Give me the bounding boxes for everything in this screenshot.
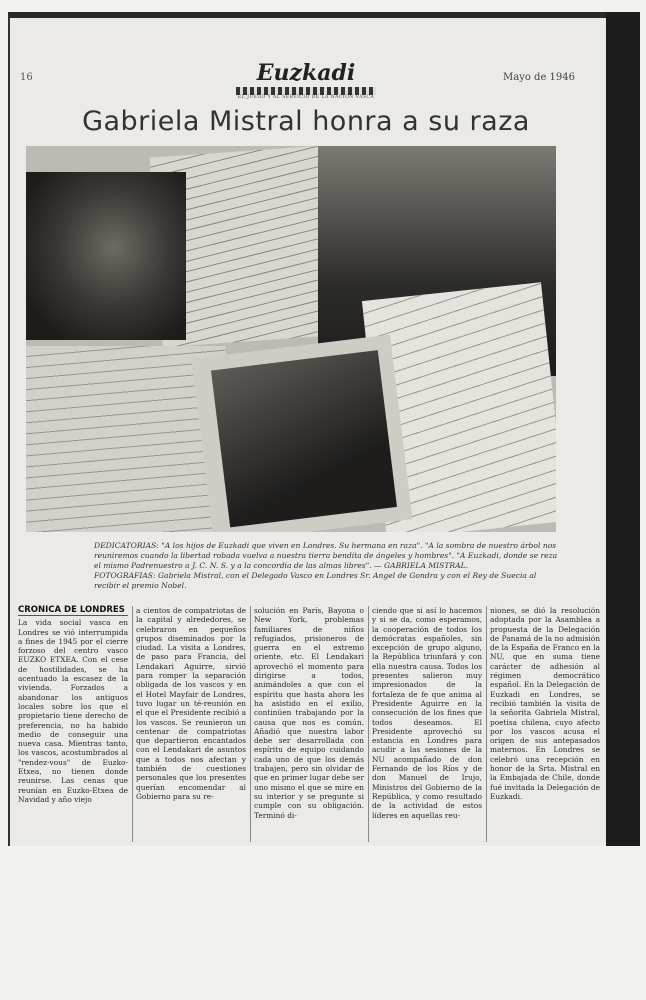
scan-right-edge <box>606 12 640 846</box>
column-divider <box>132 606 133 842</box>
issue-date: Mayo de 1946 <box>503 72 575 83</box>
masthead-pattern <box>236 87 376 95</box>
article-column-5 <box>490 606 600 801</box>
masthead-tagline: EL JUEGO Y AL SERVICIO DE LA NACION VASCA <box>237 95 375 100</box>
caption-dedicatorias: DEDICATORIAS: "A los hijos de Euzkadi que viven en Londres. Su hermana en raza". "A la sombra de nuestro árbol nos reuniremos cuando la libertad robada vuelva a nuestra tierra bendita de ángeles y hombres". "A Euzkadi, donde se reza el mismo Padrenuestro a J. C. N. S. y a la concordia de las almas libres". — GABRIELA MISTRAL. <box>94 541 558 570</box>
column-divider <box>486 606 487 842</box>
column-text: a cientos de compatriotas de la capital y alrededores, se celebraron en pequeños grupos diseminados por la ciudad. La visita a Londres, de paso para Francia, del Lendakari Aguirre, sirvió para romper la separación obligada de los vascos y en el Hotel Mayfair de Londres, tuvo lugar un té-reunión en el que el Presidente recibió a los vascos. Se reunieron un centenar de compatriotas que departieron encantados con el Lendakari de asuntos que a todos nos afectan y también de cuestiones personales que los presentes querían encomendar al Gobierno para su re- <box>136 606 246 801</box>
column-text: niones, se dió la resolución adoptada por la Asamblea a propuesta de la Delegación de Panamá de la no admisión de la España de Franco en la NU, que en suma tiene carácter de adhesión al régimen democrático español. En la Delegación de Euzkadi en Londres, se recibió también la visita de la señorita Gabriela Mistral, poetisa chilena, cuyo afecto por los vascos acusa el origen de sus antepasados maternos. En Londres se celebró una recepción en honor de la Srta. Mistral en la Embajada de Chile, donde fué invitada la Delegación de Euzkadi. <box>490 606 600 801</box>
article-body <box>18 606 602 844</box>
masthead-title: Euzkadi <box>256 60 356 86</box>
article-column-1 <box>18 606 128 804</box>
column-text: ciendo que si así lo hacemos y si se da, como esperamos, la cooperación de todos los demócratas españoles, sin excepción de grupo alguno, la República triunfará y con ella nuestra causa. Todos los presentes salieron muy impresionados de la fortaleza de fe que anima al Presidente Aguirre en la consecución de los fines que todos deseamos. El Presidente aprovechó su estancia en Londres para acudir a las sesiones de la NU acompañado de don Fernando de los Ríos y de don Manuel de Irujo, Ministros del Gobierno de la República, y como resultado de la actividad de estos líderes en aquellas reu- <box>372 606 482 820</box>
caption-fotografias: FOTOGRAFIAS: Gabriela Mistral, con el Delegado Vasco en Londres Sr. Angel de Gondra y con el Rey de Suecia al recibir el premio Nobel. <box>94 571 537 590</box>
photo-collage <box>26 146 556 532</box>
column-divider <box>368 606 369 842</box>
photo-caption <box>94 541 564 591</box>
column-text: La vida social vasca en Londres se vió interrumpida a fines de 1945 por el cierre forzoso del centro vasco EUZKO ETXEA. Con el cese de hostilidades, se ha acentuado la escasez de la vivienda. Forzados a abandonar los antiguos locales sobre los que el propietario tiene derecho de preferencia, no ha habido medio de conseguir una nueva casa. Mientras tanto, los vascos, acostumbrados al "rendez-vous" de Euzko-Etxea, no tienen donde reunirse. Las cenas que reunían en Euzko-Etxea de Navidad y año viejo <box>18 618 128 804</box>
portrait-photo <box>26 172 186 340</box>
article-title: Gabriela Mistral honra a su raza <box>82 106 530 137</box>
masthead <box>236 60 376 100</box>
column-divider <box>250 606 251 842</box>
section-heading: CRONICA DE LONDRES <box>18 606 128 616</box>
scan-top-edge <box>8 12 612 18</box>
column-text: solución en París, Bayona o New York, problemas familiares de niños refugiados, prisioneros de guerra en el extremo oriente, etc. El Lendakari aprovechó el momento para dirigirse a todos, animándoles a que con el espíritu que hasta ahora les ha asistido en el exilio, continúen trabajando por la causa que nos es común. Añadió que nuestra labor debe ser desarrollada con espíritu de equipo cuidando cada uno de que los demás trabajen, pero sin olvidar de que en primer lugar debe ser uno mismo el que se mire en su interior y se pregunte si cumple con su obligación. Terminó di- <box>254 606 364 820</box>
page-number: 16 <box>20 72 33 83</box>
nobel-ceremony-photo <box>191 335 412 532</box>
article-column-4 <box>372 606 482 820</box>
article-column-3 <box>254 606 364 820</box>
article-column-2 <box>136 606 246 801</box>
